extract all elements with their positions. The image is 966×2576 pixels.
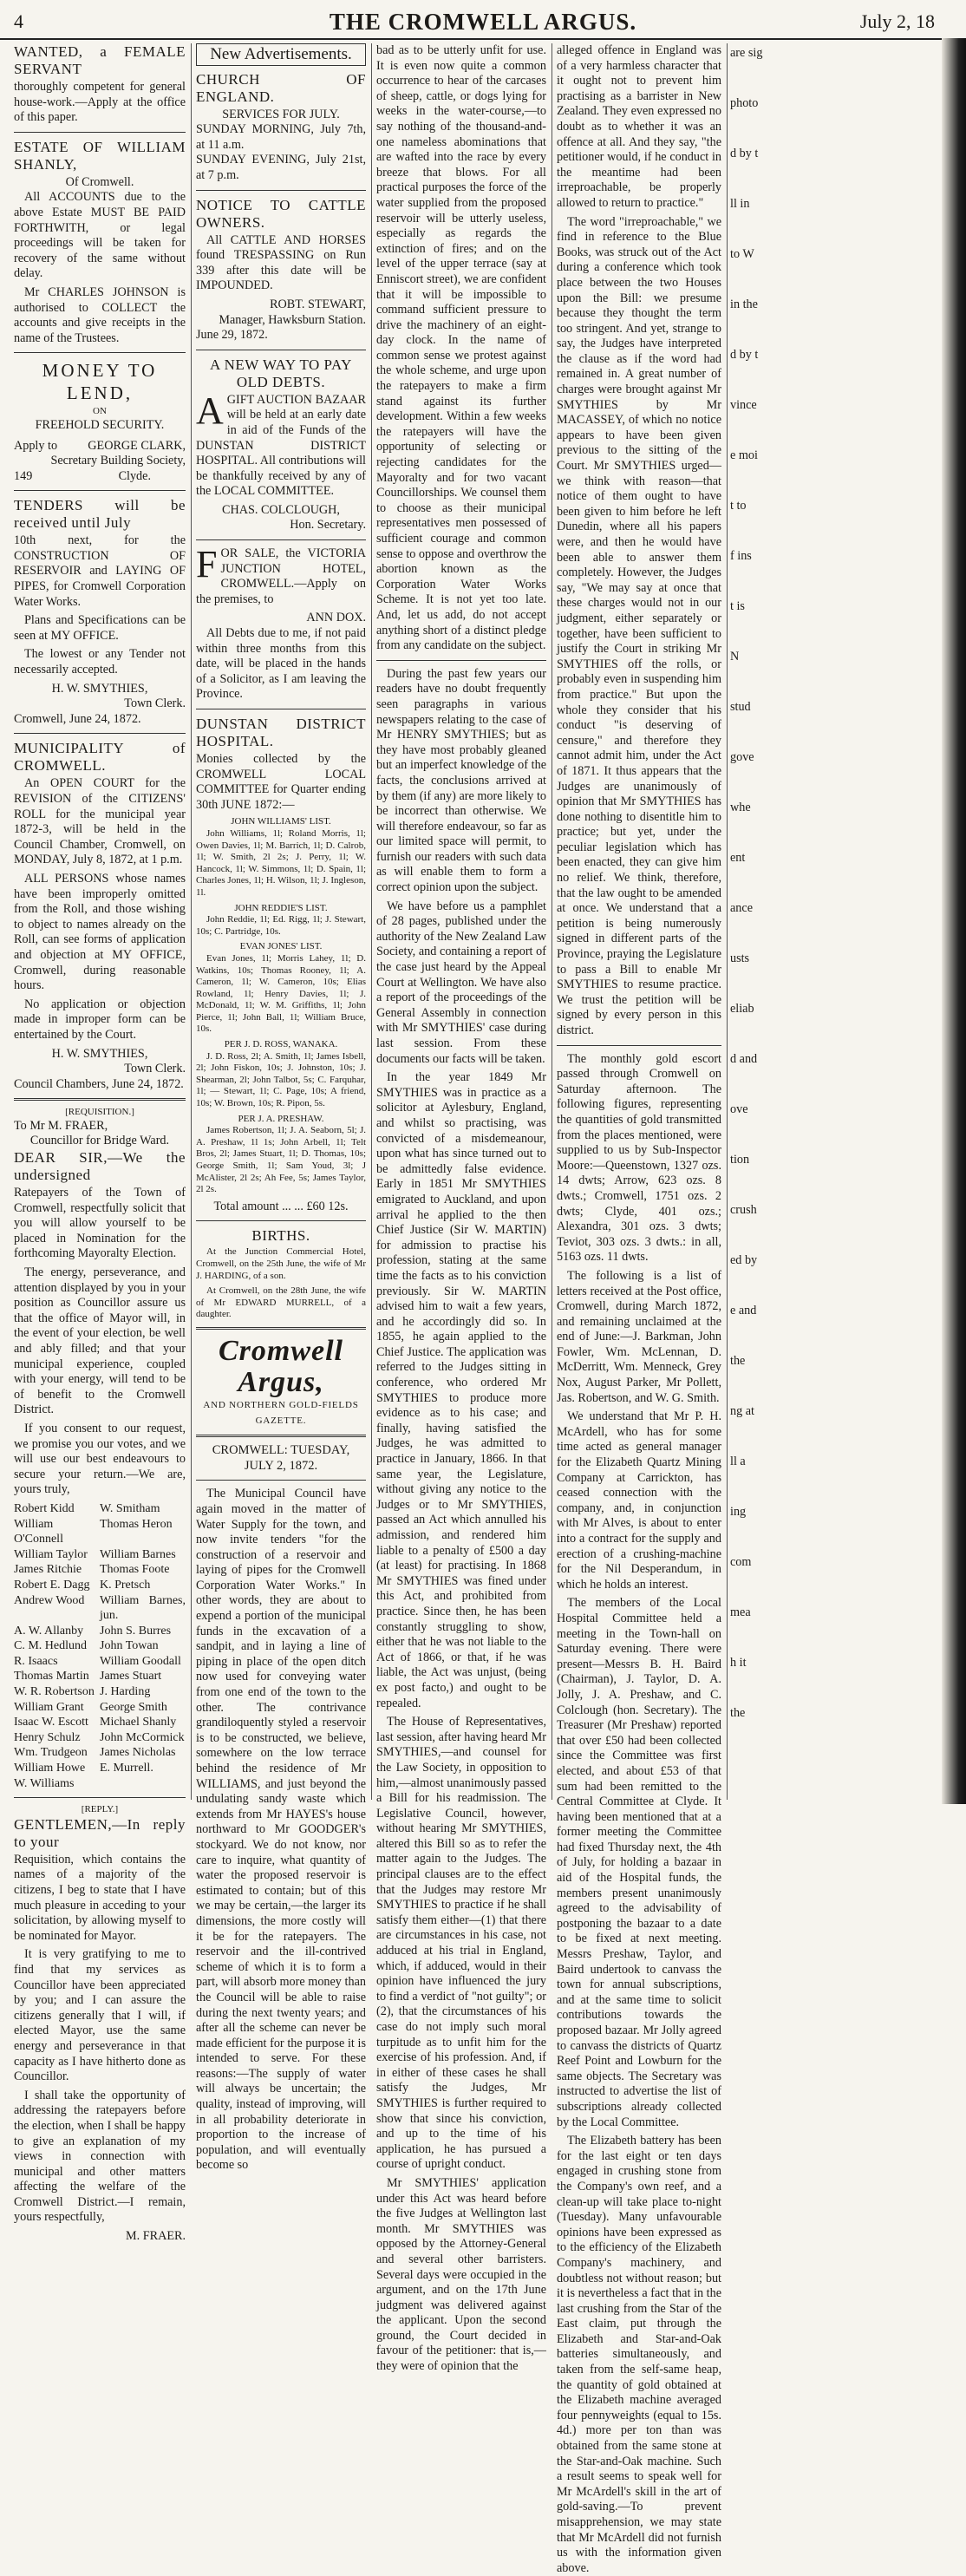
issue-date: July 2, 18 — [859, 10, 935, 32]
cutoff-text-fragment: N — [730, 650, 740, 664]
signatory-name: James Stuart — [100, 1670, 162, 1684]
letter-tag: [REQUISITION.] — [65, 1107, 134, 1118]
subscription-list-title: EVAN JONES' LIST. — [239, 941, 323, 952]
cutoff-text-fragment: ll in — [730, 197, 750, 211]
ad-cattle-owners — [196, 197, 366, 343]
divider — [376, 660, 546, 661]
signatory-row — [14, 1501, 186, 1517]
ad-signature-role: Town Clerk. — [124, 1062, 186, 1076]
ad-signature-role: Manager, Hawksburn Station. — [219, 312, 366, 327]
births-notice — [196, 1227, 366, 1321]
cutoff-text-fragment: t is — [730, 599, 745, 613]
cutoff-text-fragment: tion — [730, 1153, 750, 1167]
signatory-name: C. M. Hedlund — [14, 1639, 87, 1653]
letter-body: If you consent to our request, we promise you our votes, and we will use our best endeavours to secure your return.—We are, yours truly, — [14, 1421, 186, 1497]
letter-opening: DEAR SIR,—We the undersigned — [14, 1149, 186, 1184]
ad-number: 149 — [14, 468, 33, 483]
letter-signature: M. FRAER. — [126, 2229, 186, 2244]
divider — [14, 352, 186, 353]
article-paragraph: In the year 1849 Mr SMYTHIES was in practice as a solicitor at Aylesbury, England, and whilst so practising, was convicted of a misdemeanour, upon what has since turned out to be admittedly false evidence. Early in 1851 Mr SMYTHIES emigrated to Auckland, and upon arrival he applied to the then Chief Justice (Sir W. MARTIN) for admission to practise his profession, stating at the same time the facts as to his conviction previously. Sir W. MARTIN advised him to wait a few years, and he accordingly did so. In 1855, he again applied to the Chief Justice. The application was referred to the Judges sitting in conference, who ordered Mr SMYTHIES to produce more evidence as to his case; and finally, having satisfied the Judges, he was admitted to practice in January, 1866. In that same year, the Legislature, without giving any notice to the Judges or to Mr SMYTHIES, passed an Act which annulled his admission, and rendered him liable to a penalty of £500 a day (at least) for practising. In 1868 Mr SMYTHIES was fined under this Act, and prohibited from practice. Since then, he has been constantly struggling to show, either that he was not liable to the Act of 1866, or that, if he was liable, the Act was unjust, (being ex post facto,) and ought to be repealed. — [376, 1070, 546, 1710]
letter-body: Ratepayers of the Town of Cromwell, respectfully solicit that you will allow yourself to be placed in Nomination for the forthcoming Mayoralty Election. — [14, 1186, 186, 1261]
signatory-name: A. W. Allanby — [14, 1624, 84, 1638]
requisition-letter — [14, 1107, 186, 1791]
cutoff-text-fragment: ance — [730, 901, 753, 915]
ad-body: Plans and Specifications can be seen at MY OFFICE. — [14, 613, 186, 643]
signatory-row — [14, 1562, 186, 1578]
signatory-name: William Barnes — [100, 1547, 176, 1561]
signatory-name: Thomas Martin — [14, 1670, 89, 1684]
signatory-row — [14, 1517, 186, 1547]
cutoff-text-fragment: crush — [730, 1203, 757, 1217]
ad-body: All CATTLE AND HORSES found TRESPASSING on Run 339 after this date will be IMPOUNDED. — [196, 232, 366, 293]
ad-municipality — [14, 740, 186, 1092]
subscription-list-body: John Reddie, 1l; Ed. Rigg, 1l; J. Stewart, 10s; C. Partridge, 10s. — [196, 914, 366, 937]
ad-body: No application or objection made in improper form can be entertained by the Court. — [14, 997, 186, 1042]
signatory-name: Robert Kidd — [14, 1501, 75, 1515]
news-item: The Elizabeth battery has been for the last eight or ten days engaged in crushing stone from the Company's own reef, and a clean-up will take place to-night (Tuesday). Many unfavourable opinions have been expressed as to the efficiency of the Elizabeth Company's machinery, and doubtless not without reason; but it is nevertheless a fact that in the last crushing from the Star of the East claim, put through the Elizabeth and Star-and-Oak batteries simultaneously, and taken from the self-same heap, the quantity of gold obtained at the Elizabeth machine averaged four pennyweights (equal to 15s. 4d.) more per ton than was obtained from the same stone at the Star-and-Oak machine. Such a result seems to speak well for Mr McArdell's skill in the art of gold-saving.—To prevent misapprehension, we may state that Mr McArdell did not furnish us with the information given above. — [557, 2134, 721, 2575]
ad-body: Monies collected by the CROMWELL LOCAL COMMITTEE for Quarter ending 30th JUNE 1872:— — [196, 752, 366, 812]
divider — [196, 1435, 366, 1437]
cutoff-text-fragment: ll a — [730, 1455, 746, 1468]
signatory-row — [14, 1578, 186, 1593]
article-paragraph: Mr SMYTHIES' application under this Act was heard before the five Judges at Wellington last month. Mr SMYTHIES was opposed by the Attorney-General and several other barristers. Several days were occupied in the argument, and on the 17th June judgment was delivered against the applicant. Upon the second ground, the Court decided in favour of the petitioner: that is,—they were of opinion that the — [376, 2175, 546, 2374]
ad-estate-shanly — [14, 139, 186, 347]
divider — [196, 1327, 366, 1330]
article-paragraph: The House of Representatives, last session, after having heard Mr SMYTHIES,—and counsel for the Law Society, in opposition to him,—almost unanimously passed a Bill for his readmission. The Legislative Council, however, without hearing Mr SMYTHIES, altered this Bill so as to refer the matter again to the Judges. The principal clauses are to the effect that the Judges may restore Mr SMYTHIES to practice if he shall satisfy them either—(1) that there are circumstances in his case, not adduced at his trial in England, which, if adduced, would in their opinion have influenced the jury to find a verdict of "not guilty"; or (2), that the circumstances of his case do not imply such moral turpitude as to unfit him for the exercise of his profession. And, if in either of these cases he shall satisfy the Judges, Mr SMYTHIES is further required to show that since his conviction, and up to the time of his application, he has pursued a course of upright conduct. — [376, 1715, 546, 2172]
ad-heading: MUNICIPALITY of CROMWELL. — [14, 740, 186, 775]
column-1 — [14, 43, 186, 2244]
ad-body: thoroughly competent for general house-work.—Apply at the office of this paper. — [14, 80, 186, 125]
news-item: The monthly gold escort passed through Cromwell on Saturday afternoon. The following figures, representing the quantities of gold transmitted from the places mentioned, were supplied to us by Sub-Inspector Moore:—Queenstown, 1327 ozs. 14 dwts; Arrow, 623 ozs. 8 dwts.; Cromwell, 1751 ozs. 2 dwts; Clyde, 401 ozs.; Alexandra, 301 ozs. 3 dwts; Teviot, 303 ozs. 3 dwts.: in all, 5163 ozs. 11 dwts. — [557, 1051, 721, 1265]
letter-tag: [REPLY.] — [81, 1804, 119, 1815]
ad-signature: H. W. SMYTHIES, — [51, 681, 148, 696]
reply-letter — [14, 1804, 186, 2244]
ad-text: SUNDAY EVENING, July 21st, at 7 p.m. — [196, 153, 366, 182]
column-rule — [191, 43, 192, 1800]
cutoff-text-fragment: vince — [730, 398, 757, 412]
divider — [14, 490, 186, 491]
cutoff-text-fragment: eliab — [730, 1002, 754, 1016]
column-3 — [376, 43, 546, 2374]
ad-church — [196, 71, 366, 184]
signatory-name: John McCormick — [100, 1730, 185, 1744]
divider — [14, 1098, 186, 1101]
cutoff-text-fragment: ove — [730, 1102, 748, 1116]
ad-text: SUNDAY MORNING, July 7th, at 11 a.m. — [196, 122, 366, 152]
column-2 — [196, 43, 366, 2173]
signatory-name: William Grant — [14, 1700, 84, 1714]
signatory-name: W. Smitham — [100, 1501, 160, 1515]
signatory-name: John S. Burres — [100, 1624, 172, 1638]
ad-date: Council Chambers, June 24, 1872. — [14, 1076, 184, 1091]
ad-female-servant — [14, 43, 186, 126]
news-item: The members of the Local Hospital Committee held a meeting in the Town-hall on Saturday evening. There were present—Messrs B. H. Baird (Chairman), J. Taylor, D. A. Jolly, J. A. Preshaw, and C. Colclough (hon. Secretary). The Treasurer (Mr Preshaw) reported that over £50 had been collected since the Committee was first elected, and about £53 of that sum had been remitted to the Central Committee at Clyde. It having been mentioned that at a former meeting the Committee had fixed Thursday next, the 4th of July, for holding a bazaar in aid of the Hospital funds, the members present unanimously agreed to the advisability of postponing the bazaar to a date to be fixed at next meeting. Messrs Preshaw, Taylor, and Baird undertook to canvass the town for annual subscriptions, and at the same time to solicit contributions towards the proposed bazaar. Mr Jolly agreed to canvass the districts of Quartz Reef Point and Lowburn for the same objects. The Secretary was instructed to advertise the list of subscriptions already collected by the Local Committee. — [557, 1596, 721, 2129]
editorial-body: The Municipal Council have again moved in the matter of Water Supply for the town, and now invite tenders "for the construction of a reservoir and laying of pipes for the Cromwell Corporation Water Works." In other words, they are about to expend a portion of the municipal funds in the excavation of a sandpit, and in laying a line of piping in place of the open ditch now used for conveying water from one end of the town to the other. The contrivance grandiloquently styled a reservoir is to be constructed, we believe, somewhere on the low terrace behind the residence of Mr WILLIAMS, and just beyond the undulating sandy waste which extends from Mr HAYES's house northward to Mr GOODGER's stockyard. We do not know, nor care to inquire, what quantity of water the proposed reservoir is estimated to contain; but of this we may be certain,—the larger its dimensions, the more costly will it be for the ratepayers. The reservoir and the ill-contrived scheme of which it is to form a part, will absorb more money than the Council will be able to raise during the next twenty years; and after all the scheme can never be made efficient for the purpose it is intended to serve. For these reasons:—The supply of water will always be uncertain; the quality, instead of improving, will in all probability deteriorate in proportion to the increase of population, and will eventually become so — [196, 1487, 366, 2173]
drop-cap: A — [196, 389, 224, 432]
ad-date: June 29, 1872. — [196, 328, 268, 343]
cutoff-text-fragment: the — [730, 1706, 746, 1720]
signatory-name: William Taylor — [14, 1547, 88, 1561]
cutoff-text-fragment: in the — [730, 297, 758, 311]
ad-heading: DUNSTAN DISTRICT HOSPITAL. — [196, 716, 366, 749]
divider — [14, 1797, 186, 1798]
subscription-list-title: JOHN WILLIAMS' LIST. — [231, 816, 331, 827]
ad-signature-role: Town Clerk. — [124, 696, 186, 711]
ad-for-sale — [196, 543, 366, 703]
newspaper-nameplate: Cromwell Argus, — [218, 1334, 344, 1398]
cutoff-text-fragment: ent — [730, 851, 746, 865]
cutoff-text-fragment: ing — [730, 1505, 747, 1519]
letter-body: The energy, perseverance, and attention displayed by you in your position as Councillor assure us that the office of Mayor will, in the event of your election, be well and ably filled; and that your municipal experience, coupled with your energy, will tend to be of benefit to the Cromwell District. — [14, 1265, 186, 1417]
newspaper-title: THE CROMWELL ARGUS. — [329, 9, 637, 35]
signatory-name: James Nicholas — [100, 1746, 176, 1760]
article-paragraph: alleged offence in England was of a very harmless character that it ought not to prevent him practising as a barrister in New Zealand. They even expressed no doubt as to whether it was an offence at all. And they say, "the petitioner would, if he conduct in the meantime had been irreproachable, be properly allowed to return to practice." — [557, 43, 721, 210]
signatory-row — [14, 1700, 186, 1716]
letter-addressee: To Mr M. FRAER, — [14, 1118, 108, 1133]
column-4 — [557, 43, 721, 2575]
hospital-subscriptions — [196, 716, 366, 1214]
article-paragraph: bad as to be utterly unfit for use. It is even now quite a common occurrence to hear of the carcases of sheep, cattle, or dogs lying for weeks in the water-course,—to say nothing of the thousand-and-one nameless abominations that are wafted into the race by every breeze that blows. For all practical purposes the force of the water supplied from the proposed reservoir will be utterly useless, especially as regards the extinction of fires; and on the level of the upper terrace (say at Enniscort street), we are confident that it will be impossible to command sufficient pressure to drive the machinery of an eight-day clock. In the name of common sense we protest against the whole scheme, and urge upon the ratepayers to make a firm stand against its further development. Within a few weeks the ratepayers will have the opportunity of selecting or rejecting candidates for the Mayoralty and for two vacant Councillorships. We counsel them to choose as their municipal representatives men possessed of sufficient courage and common sense to oppose and overthrow the abortion known as the Corporation Water Works Scheme. It is not yet too late. And, let us add, do not accept anything short of a distinct pledge from any candidate on the subject. — [376, 43, 546, 653]
signatory-name: K. Pretsch — [100, 1578, 151, 1592]
signatory-name: William Goodall — [100, 1654, 181, 1668]
drop-cap: F — [196, 543, 218, 586]
ad-body: OR SALE, the VICTORIA JUNCTION HOTEL, CROMWELL.—Apply on the premises, to — [196, 546, 366, 606]
divider — [196, 1480, 366, 1481]
cutoff-text-fragment: e moi — [730, 448, 758, 462]
ad-body: 10th next, for the CONSTRUCTION OF RESERVOIR and LAYING OF PIPES, for Cromwell Corporation Water Works. — [14, 533, 186, 609]
signatory-name: William O'Connell — [14, 1517, 63, 1546]
argus-nameplate — [196, 1336, 366, 1429]
signatory-row — [14, 1715, 186, 1730]
subscription-list-title: JOHN REDDIE'S LIST. — [234, 902, 328, 913]
ad-signature: H. W. SMYTHIES, — [51, 1046, 148, 1061]
subscription-lists — [196, 816, 366, 1195]
ad-heading: NOTICE TO CATTLE OWNERS. — [196, 196, 366, 231]
ad-body: All Debts due to me, if not paid within three months from this date, will be placed in the hands of a Solicitor, as I am leaving the Province. — [196, 626, 366, 702]
divider — [14, 132, 186, 133]
ad-text: SERVICES FOR JULY. — [222, 107, 340, 121]
letter-addressee-role: Councillor for Bridge Ward. — [29, 1134, 170, 1148]
subscription-list-body: Evan Jones, 1l; Morris Lahey, 1l; D. Watkins, 10s; Thomas Rooney, 1l; A. Cameron, 1l; W. Cameron, 10s; Elias Rowland, 1l; Henry Davies, 1l; J. McDonald, 1l; W. M. Griffiths, 1l; John Pierce, 1l; John Ball, 1l; William Bruce, 10s. — [196, 952, 366, 1035]
signatories-table — [14, 1501, 186, 1791]
signatory-row — [14, 1547, 186, 1563]
signatory-name: William Barnes, jun. — [100, 1593, 186, 1623]
letter-opening: GENTLEMEN,—In reply to your — [14, 1815, 186, 1850]
page-edge-shadow — [942, 38, 966, 1804]
signatory-name — [100, 1776, 186, 1792]
cutoff-text-fragment: ng at — [730, 1404, 754, 1418]
signatory-row — [14, 1654, 186, 1670]
signatory-name: James Ritchie — [14, 1563, 82, 1577]
signatory-name: Thomas Heron — [100, 1517, 173, 1531]
signatory-row — [14, 1745, 186, 1761]
ad-text: Secretary Building Society, — [50, 454, 186, 468]
ad-heading: ESTATE OF WILLIAM SHANLY, — [14, 138, 186, 173]
subscription-list-title: PER J. D. ROSS, WANAKA. — [224, 1039, 338, 1050]
subscription-list-title: PER J. A. PRESHAW. — [238, 1113, 324, 1124]
ad-bazaar — [196, 356, 366, 533]
section-heading-new-advertisements: New Advertisements. — [196, 43, 366, 66]
letter-body: I shall take the opportunity of addressing the ratepayers before the election, when I shall be happy to give an explanation of my views in connection with municipal and other matters affecting the welfare of the Cromwell District.—I remain, yours respectfully, — [14, 2088, 186, 2225]
signatory-row — [14, 1638, 186, 1654]
cutoff-text-fragment: d by t — [730, 147, 759, 160]
subscription-list-body: John Williams, 1l; Roland Morris, 1l; Owen Davies, 1l; M. Barrich, 1l; D. Calrob, 1l; W. Smith, 2l 2s; J. Perry, 1l; W. Hancock, 1l; W. Simmons, 1l; D. Spain, 1l; Charles Jones, 1l; H. Wilson, 1l; J. Ingleson, 1l. — [196, 827, 366, 898]
nameplate-subtitle: AND NORTHERN GOLD-FIELDS GAZETTE. — [203, 1399, 359, 1426]
ad-text: FREEHOLD SECURITY. — [35, 417, 165, 432]
signatory-row — [14, 1776, 186, 1792]
signatory-name: Andrew Wood — [14, 1593, 85, 1607]
ad-heading: CHURCH OF ENGLAND. — [196, 70, 366, 105]
ad-body: The lowest or any Tender not necessarily accepted. — [14, 647, 186, 677]
ad-text: Apply to — [14, 438, 58, 453]
letter-body: Requisition, which contains the names of a majority of the citizens, I beg to state that I have much pleasure in acceding to your solicitation, by allowing myself to be nominated for Mayor. — [14, 1852, 186, 1943]
signatory-name: George Smith — [100, 1700, 167, 1714]
ad-body: An OPEN COURT for the REVISION of the CITIZENS' ROLL for the municipal year 1872-3, will be held in the Council Chamber, Cromwell, on MONDAY, July 8, 1872, at 1 p.m. — [14, 776, 186, 867]
cutoff-text-fragment: com — [730, 1555, 752, 1569]
signatory-name: J. Harding — [100, 1685, 151, 1699]
subscription-list-body: James Robertson, 1l; J. A. Seaborn, 5l; J. A. Preshaw, 1l 1s; John Arbell, 1l; Telt Bros, 2l; James Stuart, 1l; D. Thomas, 10s; George Smith, 1l; Sam Youd, 3l; J McAlister, 2l 2s; Ah Fee, 5s; James Taylor, 2l 2s. — [196, 1125, 366, 1195]
signatory-name: W. R. Robertson — [14, 1685, 95, 1699]
ad-body: Mr CHARLES JOHNSON is authorised to COLLECT the accounts and give receipts in the name of the Trustees. — [14, 284, 186, 345]
signatory-name: W. Williams — [14, 1776, 75, 1790]
signatory-name: Isaac W. Escott — [14, 1716, 88, 1729]
ad-tenders — [14, 497, 186, 727]
ad-body: GIFT AUCTION BAZAAR will be held at an early date in aid of the Funds of the DUNSTAN DISTRICT HOSPITAL. All contributions will be thankfully received by any of the LOCAL COMMITTEE. — [196, 392, 366, 499]
signatory-row — [14, 1684, 186, 1700]
divider — [14, 733, 186, 734]
signatory-name: Michael Shanly — [100, 1716, 177, 1729]
signatory-name: Robert E. Dagg — [14, 1578, 90, 1592]
ad-date: Cromwell, June 24, 1872. — [14, 711, 141, 726]
ad-text: ON — [93, 406, 107, 417]
news-item: The following is a list of letters received at the Post office, Cromwell, during March 1872, and remaining unclaimed at the end of June:—J. Barkman, John Fowler, Wm. McLennan, D. McDerritt, Wm. Menneck, Grey Nox, August Parker, Mr Pollett, Jas. Robertson, and W. G. Smith. — [557, 1268, 721, 1405]
ad-heading: A NEW WAY TO PAY OLD DEBTS. — [210, 356, 352, 390]
cutoff-text-fragment: d by t — [730, 348, 759, 362]
ad-signature: ROBT. STEWART, — [270, 297, 366, 311]
signatory-row — [14, 1730, 186, 1746]
cutoff-text-fragment: t to — [730, 499, 747, 513]
signatory-name: William Howe — [14, 1762, 86, 1775]
ad-subheading: Of Cromwell. — [65, 174, 134, 189]
editorial-dateline: CROMWELL: TUESDAY, JULY 2, 1872. — [212, 1443, 350, 1473]
page-number: 4 — [14, 10, 23, 32]
article-paragraph: We have before us a pamphlet of 28 pages, published under the authority of the New Zealand Law Society, and containing a report of the case just heard by the Appeal Court at Wellington. We have also a report of the proceedings of the General Assembly in connection with Mr SMYTHIES' case during last session. From these documents our facts will be taken. — [376, 899, 546, 1066]
cutoff-text-fragment: whe — [730, 801, 751, 814]
signatory-row — [14, 1593, 186, 1624]
birth-entry: At the Junction Commercial Hotel, Cromwell, on the 25th June, the wife of Mr J. HARDING, of a son. — [196, 1246, 366, 1281]
signatory-row — [14, 1624, 186, 1639]
ad-body: All ACCOUNTS due to the above Estate MUST BE PAID FORTHWITH, or legal proceedings will be taken for recovery of the same without delay. — [14, 190, 186, 281]
cutoff-text-fragment: e and — [730, 1304, 757, 1317]
ad-heading: MONEY TO LEND, — [42, 360, 158, 404]
signatory-name: E. Murrell. — [100, 1762, 153, 1775]
article-paragraph: During the past few years our readers have no doubt frequently seen paragraphs in various newspapers relating to the case of Mr HENRY SMYTHIES; but as they have most probably gleaned but an imperfect knowledge of the facts, the conclusions arrived at by them (if any) are more likely to be incorrect than otherwise. We will therefore endeavour, so far as our limited space will permit, to furnish our readers with such data as will enable them to form a correct opinion upon the subject. — [376, 666, 546, 895]
signatory-name: R. Isaacs — [14, 1654, 58, 1668]
signatory-row — [14, 1669, 186, 1684]
signatory-name: Thomas Foote — [100, 1563, 170, 1577]
letter-body: It is very gratifying to me to find that my services as Councillor have been appreciated by you; and I can assure the citizens generally that I will, if elected Mayor, use the same energy and perseverance in that capacity as I have hitherto done as Councillor. — [14, 1947, 186, 2084]
ad-heading: TENDERS will be received until July — [14, 497, 186, 532]
cutoff-text-fragment: gove — [730, 750, 754, 764]
article-paragraph: The word "irreproachable," we find in reference to the Blue Books, was struck out of the Act during a conference which took place between the two Houses upon the Bill: we presume because they thought the term too stringent. And yet, strange to say, the Judges have interpreted the clause as if the word had remained in. A great number of charges were brought against Mr SMYTHIES by Mr MACASSEY, of which no notice appears to have been given previous to the sitting of the Court. Mr SMYTHIES urged—we think with reason—that notice of them ought to have been given to him before he left Dunedin, where all his papers were, and then he would have been able to answer them completely. However, the Judges say, "We may say at once that these charges would not in our judgment, either separately or together, have been sufficient to justify the Court in striking Mr SMYTHIES off the rolls, or probably even in suspending him from practice." But upon the whole they consider that his conduct "is deserving of censure," and therefore they cannot admit him, under the Act of 1871. It thus appears that the Judges are unanimously of opinion that Mr SMYTHIES has done nothing to disentitle him to practice; but yet, under the peculiar legislation which has been enacted, they can give him no relief. We think, therefore, that the law ought to be amended at once. We understand that a petition is being numerously signed in different parts of the Province, praying the Legislature to pass a Bill to enable Mr SMYTHIES to resume practice. We trust the petition will be signed by every person in this district. — [557, 214, 721, 1037]
ad-signature: CHAS. COLCLOUGH, — [222, 502, 340, 517]
birth-entry: At Cromwell, on the 28th June, the wife of Mr EDWARD MURRELL, of a daughter. — [196, 1285, 366, 1320]
divider — [196, 539, 366, 540]
cutoff-text-fragment: stud — [730, 700, 751, 714]
cutoff-fragments — [730, 43, 964, 1723]
cutoff-text-fragment: f ins — [730, 549, 752, 563]
cutoff-text-fragment: are sig — [730, 46, 763, 60]
cutoff-text-fragment: h it — [730, 1656, 747, 1670]
column-rule — [371, 43, 372, 1800]
ad-signature: ANN DOX. — [306, 611, 366, 625]
column-rule — [727, 43, 728, 1800]
ad-contact-name: GEORGE CLARK, — [88, 438, 186, 453]
signatory-name: Henry Schulz — [14, 1730, 81, 1744]
divider — [196, 1220, 366, 1221]
cutoff-text-fragment: mea — [730, 1605, 751, 1619]
section-heading: BIRTHS. — [251, 1227, 310, 1245]
signatory-row — [14, 1761, 186, 1776]
ad-heading: WANTED, a FEMALE SERVANT — [14, 43, 186, 77]
cutoff-text-fragment: usts — [730, 951, 750, 965]
ad-money-to-lend — [14, 359, 186, 484]
column-5-partial — [730, 43, 964, 1800]
cutoff-text-fragment: d and — [730, 1052, 758, 1066]
signatory-name: John Towan — [100, 1639, 159, 1653]
masthead — [0, 0, 966, 40]
news-item: We understand that Mr P. H. McArdell, who has for some time acted as general manager for the Elizabeth Quartz Mining Company at Carrickton, has ceased connection with the company, and, in conjunction with Mr Alves, is about to enter into a contract for the supply and erection of a crushing-machine for the Nil Desperandum, in which he holds an interest. — [557, 1409, 721, 1592]
cutoff-text-fragment: photo — [730, 96, 759, 110]
subscription-list-body: J. D. Ross, 2l; A. Smith, 1l; James Isbell, 2l; John Fiskon, 10s; J. Johnston, 10s; J. Shearman, 2l; John Talbot, 5s; C. Farquhar, 1l; — Stewart, 1l; C. Page, 10s; A friend, 10s; W. Brown, 10s; R. Pipon, 5s. — [196, 1050, 366, 1109]
ad-text: Clyde. — [118, 468, 151, 483]
cutoff-text-fragment: the — [730, 1354, 746, 1368]
ad-signature-role: Hon. Secretary. — [290, 518, 366, 533]
signatory-name: Wm. Trudgeon — [14, 1746, 88, 1760]
cutoff-text-fragment: to W — [730, 247, 754, 261]
divider — [196, 190, 366, 191]
divider — [557, 1045, 721, 1046]
subscription-total: Total amount ... ... £60 12s. — [213, 1199, 349, 1213]
cutoff-text-fragment: ed by — [730, 1253, 758, 1267]
ad-body: ALL PERSONS whose names have been improperly omitted from the Roll, and those wishing to object to names already on the Roll, can see forms of application and objection at MY OFFICE, Cromwell, during reasonable hours. — [14, 871, 186, 993]
